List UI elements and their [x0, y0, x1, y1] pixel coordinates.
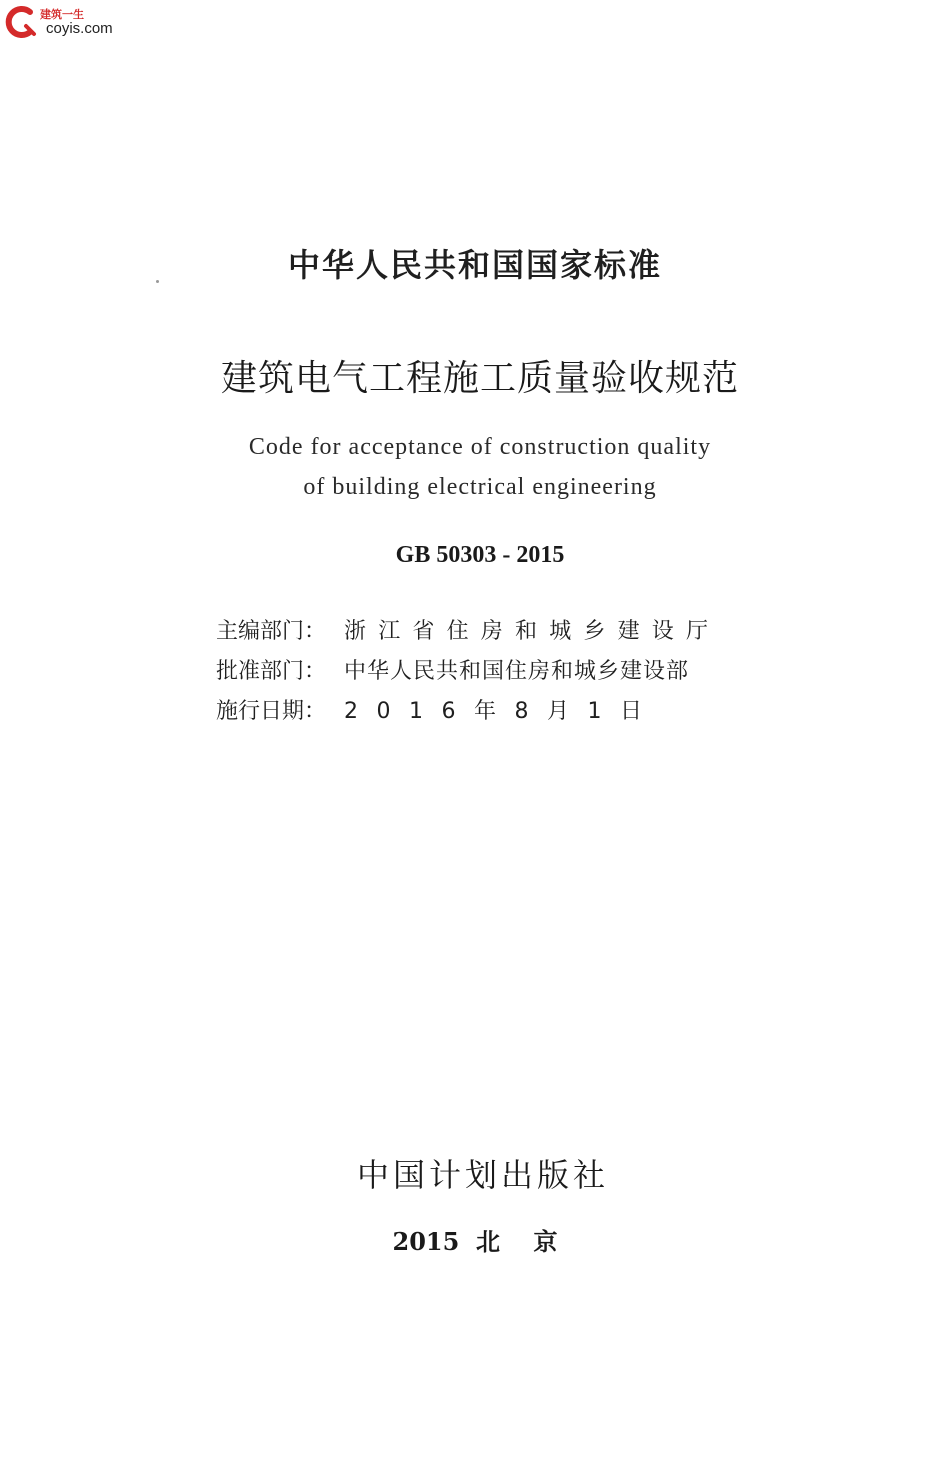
effective-date-label: 施行日期：	[216, 699, 327, 724]
editor-value: 浙江省住房和城乡建设厅	[344, 619, 721, 644]
title-english-line2: of building electrical engineering	[303, 474, 657, 500]
editor-label: 主编部门：	[216, 619, 327, 644]
publication-year-place: 2015 北 京	[392, 1227, 558, 1256]
title-english-line1: Code for acceptance of construction quality	[248, 434, 712, 460]
publisher: 中国计划出版社	[356, 1156, 609, 1194]
effective-date-row	[216, 694, 746, 725]
watermark-site-cn: 建筑一生	[40, 8, 84, 21]
standard-code: GB 50303 - 2015	[395, 542, 565, 568]
approver-value: 中华人民共和国住房和城乡建设部	[344, 659, 690, 684]
logo-c-icon	[4, 4, 40, 40]
effective-date-value: 2016年8月1日	[344, 699, 661, 724]
approver-row	[216, 654, 746, 685]
watermark-logo	[4, 4, 144, 44]
title-chinese: 建筑电气工程施工质量验收规范	[220, 358, 739, 399]
approver-label: 批准部门：	[216, 659, 327, 684]
editor-row	[216, 614, 746, 645]
standard-type: 中华人民共和国国家标准	[287, 246, 662, 284]
watermark-site-en: coyis.com	[46, 20, 113, 37]
